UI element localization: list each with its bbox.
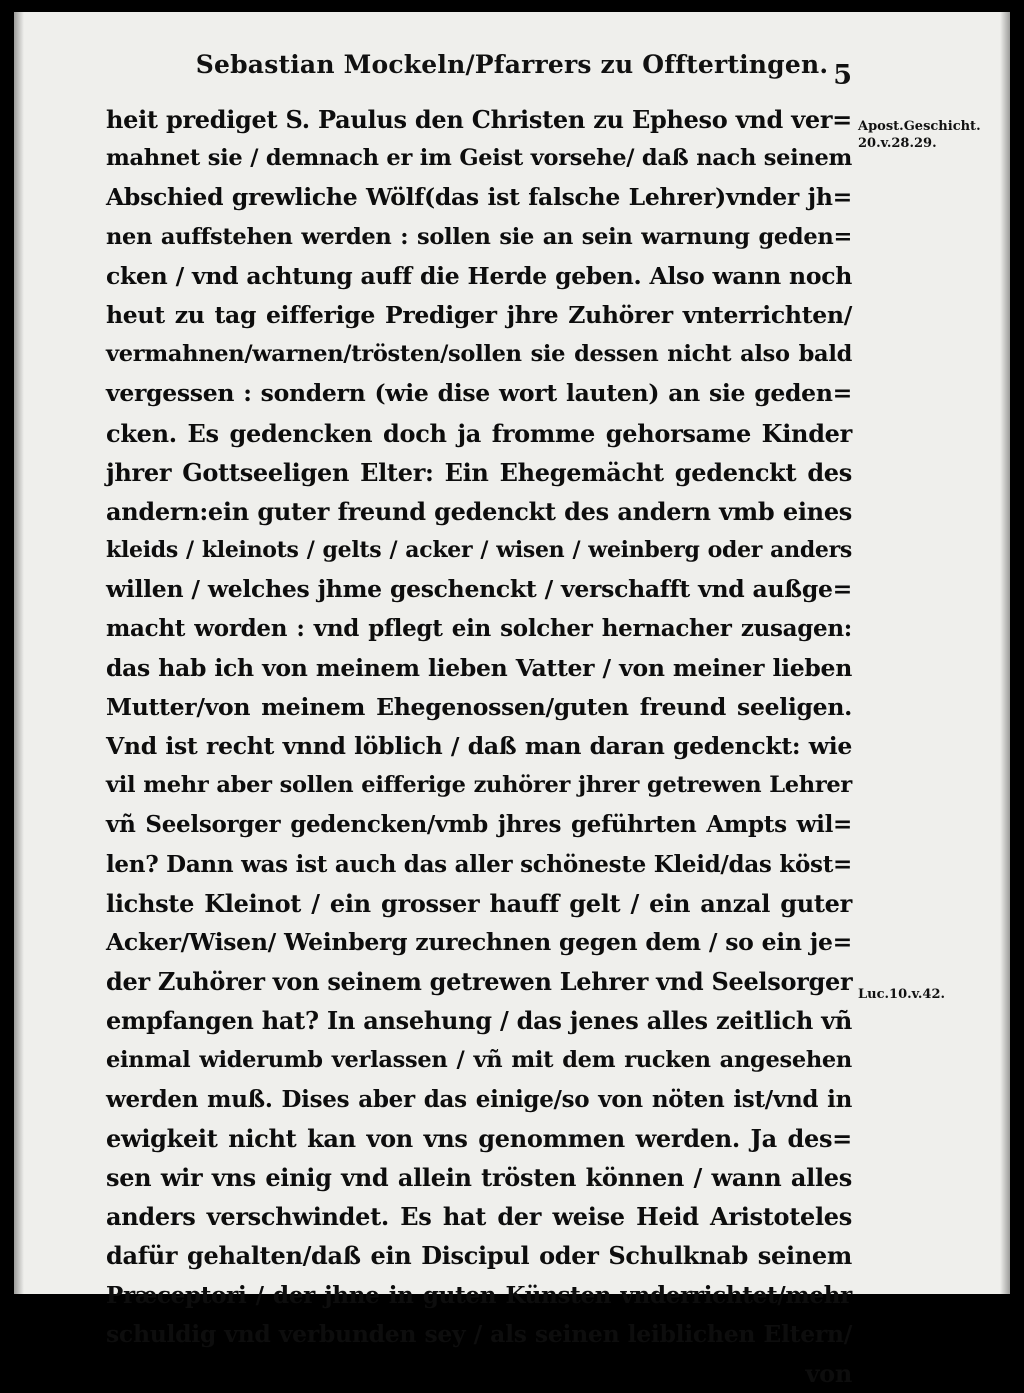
text-line: Abschied grewliche Wölf(das ist falsche Lehrer)vnder jh= — [106, 183, 852, 212]
body-text — [106, 100, 852, 1393]
page-number: 5 — [833, 60, 852, 91]
text-line: schuldig vnd verbunden sey / als seinen leiblichen Eltern/ — [106, 1319, 852, 1348]
text-line: vil mehr aber sollen eifferige zuhörer jhrer getrewen Lehrer — [106, 772, 852, 799]
text-line: vermahnen/warnen/trösten/sollen sie dessen nicht also bald — [106, 341, 852, 368]
running-title: Sebastian Mockeln/Pfarrers zu Offtertingen. — [195, 50, 829, 79]
text-line: heit prediget S. Paulus den Christen zu Epheso vnd ver= — [106, 105, 852, 134]
marginal-note-line: 20.v.28.29. — [858, 136, 937, 151]
text-line: anders verschwindet. Es hat der weise Heid Aristoteles — [106, 1202, 852, 1232]
text-line: einmal widerumb verlassen / vñ mit dem rucken angesehen — [106, 1046, 852, 1073]
text-line: dafür gehalten/daß ein Discipul oder Schulknab seinem — [106, 1241, 852, 1271]
text-line: das hab ich von meinem lieben Vatter / von meiner lieben — [106, 653, 852, 682]
page-left-edge-shadow — [14, 12, 24, 1294]
marginal-note-line: Apost.Geschicht. — [858, 119, 981, 134]
page-right-edge-shadow — [1000, 12, 1010, 1294]
text-line: cken. Es gedencken doch ja fromme gehorsame Kinder — [106, 418, 852, 448]
text-line: vergessen : sondern (wie dise wort lauten) an sie geden= — [106, 379, 852, 408]
text-line: mahnet sie / demnach er im Geist vorsehe/ daß nach seinem — [106, 145, 852, 172]
text-line: cken / vnd achtung auff die Herde geben. Also wann noch — [106, 261, 852, 290]
text-line: sen wir vns einig vnd allein trösten können / wann alles — [106, 1163, 852, 1193]
text-line: empfangen hat? In ansehung / das jenes alles zeitlich vñ — [106, 1006, 852, 1036]
text-line: Mutter/von meinem Ehegenossen/guten freund seeligen. — [106, 692, 852, 721]
text-line: jhrer Gottseeligen Elter: Ein Ehegemächt gedenckt des — [106, 457, 852, 487]
text-line: Præceptori / der jhne in guten Künsten vnderrichtet/mehr — [106, 1281, 852, 1309]
text-line: ewigkeit nicht kan von vns genommen werden. Ja des= — [106, 1123, 852, 1153]
marginal-note-acts — [858, 118, 981, 152]
text-line: len? Dann was ist auch das aller schöneste Kleid/das köst= — [106, 850, 852, 878]
text-line: andern:ein guter freund gedenckt des andern vmb eines — [106, 496, 852, 526]
marginal-note-line: Luc.10.v.42. — [858, 987, 946, 1002]
marginal-note-luke — [858, 986, 945, 1003]
text-line: heut zu tag eifferige Prediger jhre Zuhörer vnterrichten/ — [106, 300, 852, 329]
text-line: von — [805, 1359, 852, 1388]
text-line: nen auffstehen werden : sollen sie an sein warnung geden= — [106, 223, 852, 250]
text-line: werden muß. Dises aber das einige/so von nöten ist/vnd in — [106, 1085, 852, 1113]
book-page — [14, 12, 1010, 1388]
text-line: vñ Seelsorger gedencken/vmb jhres geführten Ampts wil= — [106, 811, 852, 839]
text-line: lichste Kleinot / ein grosser hauff gelt / ein anzal guter — [106, 888, 852, 918]
text-line: Vnd ist recht vnnd löblich / daß man daran gedenckt: wie — [106, 732, 852, 760]
text-line: Acker/Wisen/ Weinberg zurechnen gegen dem / so ein je= — [106, 927, 852, 956]
text-line: willen / welches jhme geschenckt / verschafft vnd außge= — [106, 575, 852, 604]
text-line: kleids / kleinots / gelts / acker / wisen / weinberg oder anders — [106, 537, 852, 564]
text-line: macht worden : vnd pflegt ein solcher hernacher zusagen: — [106, 615, 852, 643]
text-line: der Zuhörer von seinem getrewen Lehrer vnd Seelsorger — [106, 967, 853, 997]
